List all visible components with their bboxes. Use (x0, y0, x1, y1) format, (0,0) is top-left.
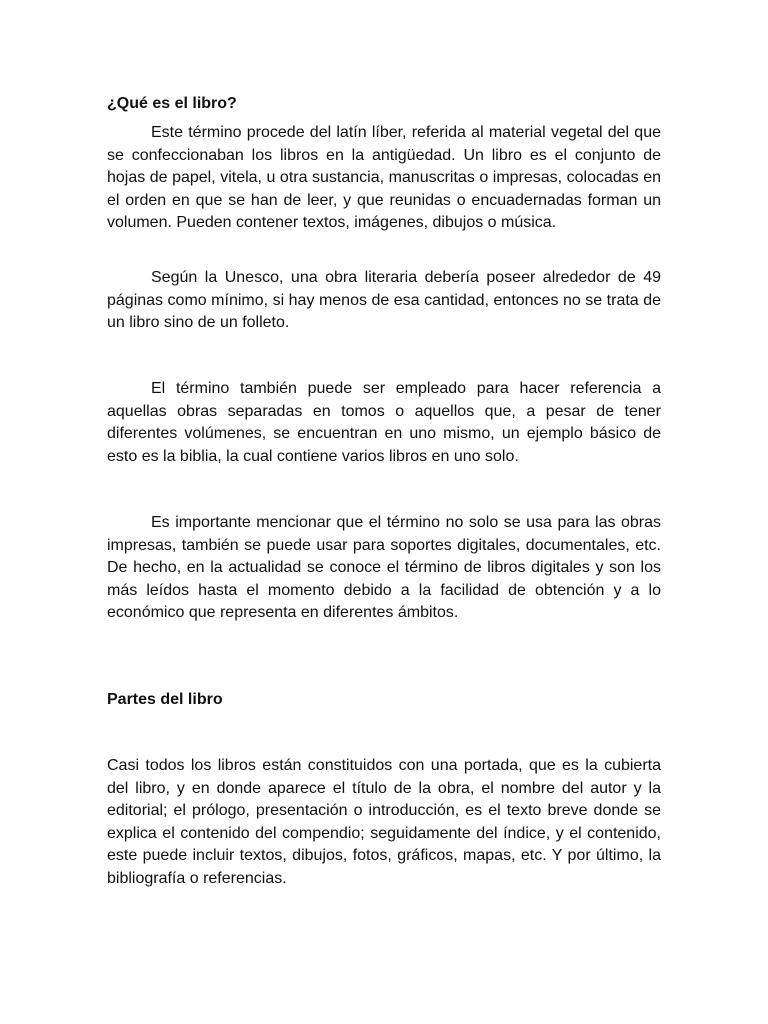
paragraph-unesco: Según la Unesco, una obra literaria debería poseer alrededor de 49 páginas como mínimo, si hay menos de esa cantidad, entonces no se trata de un libro sino de un folleto. (107, 269, 661, 332)
paragraph-tomos: El término también puede ser empleado para hacer referencia a aquellas obras separadas en tomos o aquellos que, a pesar de tener diferentes volúmenes, se encuentran en uno mismo, un ejemplo básico de esto es la biblia, la cual contiene varios libros en uno solo. (107, 380, 661, 465)
paragraph-partes: Casi todos los libros están constituidos con una portada, que es la cubierta del libro, y en donde aparece el título de la obra, el nombre del autor y la editorial; el prólogo, presentación o introducción, es el texto breve donde se explica el contenido del compendio; seguidamente del índice, y el contenido, este puede incluir textos, dibujos, fotos, gráficos, mapas, etc. Y por último, la bibliografía o referencias. (107, 757, 661, 887)
section-heading-partes-del-libro: Partes del libro (107, 691, 223, 708)
paragraph-definicion: Este término procede del latín líber, referida al material vegetal del que se confeccionaban los libros en la antigüedad. Un libro es el conjunto de hojas de papel, vitela, u otra sustancia, manuscritas o impresas, colocadas en el orden en que se han de leer, y que reunidas o encuadernadas forman un volumen. Pueden contener textos, imágenes, dibujos o música. (107, 124, 661, 232)
section-heading-que-es-el-libro: ¿Qué es el libro? (107, 95, 237, 112)
paragraph-soportes-digitales: Es importante mencionar que el término no solo se usa para las obras impresas, también se puede usar para soportes digitales, documentales, etc. De hecho, en la actualidad se conoce el término de libros digitales y son los más leídos hasta el momento debido a la facilidad de obtención y a lo económico que representa en diferentes ámbitos. (107, 514, 661, 622)
